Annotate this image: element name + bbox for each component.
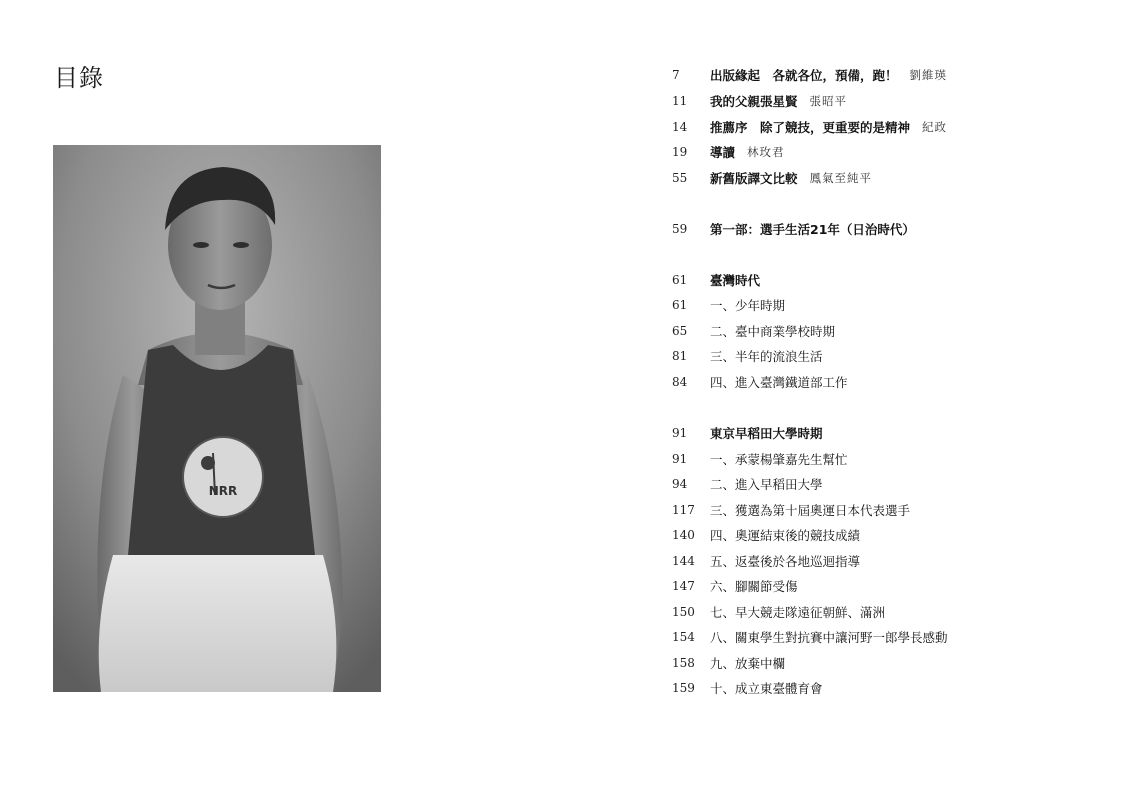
toc-entry-title: 八、關東學生對抗賽中讓河野一郎學長感動: [710, 630, 948, 645]
toc-entry-title: 二、臺中商業學校時期: [710, 324, 836, 339]
toc-entry-title: 第一部：選手生活21年（日治時代）: [710, 222, 915, 237]
toc-entry-title: 我的父親張星賢: [710, 94, 798, 109]
toc-entry-title: 臺灣時代: [710, 273, 761, 288]
toc-entry: [672, 371, 848, 393]
toc-entry: [672, 64, 947, 86]
toc-entry: [672, 116, 947, 138]
toc-page-number: 59: [672, 222, 688, 236]
toc-entry: [672, 473, 823, 495]
toc-entry-title: 四、進入臺灣鐵道部工作: [710, 375, 848, 390]
toc-page-number: 14: [672, 120, 688, 134]
toc-entry-author: 林玫君: [747, 145, 785, 159]
toc-entry: [672, 499, 910, 521]
toc-entry-title: 五、返臺後於各地巡迴指導: [710, 554, 861, 569]
toc-page-number: 81: [672, 349, 688, 363]
toc-page-number: 147: [672, 579, 695, 593]
toc-entry-title: 三、半年的流浪生活: [710, 349, 823, 364]
toc-entry: [672, 422, 823, 444]
toc-entry-title: 四、奧運結束後的競技成績: [710, 528, 861, 543]
toc-entry-title: 六、腳關節受傷: [710, 579, 798, 594]
badge-text: NRR: [208, 484, 238, 498]
toc-entry-title: 十、成立東臺體育會: [710, 681, 823, 696]
toc-page-number: 154: [672, 630, 695, 644]
toc-page-number: 61: [672, 298, 688, 312]
toc-entry-author: 張昭平: [809, 94, 848, 108]
athlete-portrait-photo: [53, 145, 381, 692]
toc-page-number: 11: [672, 94, 688, 108]
toc-entry-author: 劉維瑛: [909, 68, 948, 82]
toc-page-number: 91: [672, 452, 688, 466]
toc-page-number: 159: [672, 681, 695, 695]
athlete-portrait-image: [53, 145, 381, 692]
toc-entry: [672, 294, 785, 316]
toc-entry-title: 新舊版譯文比較: [710, 171, 798, 186]
toc-entry-title: 東京早稻田大學時期: [710, 426, 823, 441]
toc-entry-title: 七、早大競走隊遠征朝鮮、滿洲: [710, 605, 886, 620]
toc-entry-title: 三、獲選為第十屆奧運日本代表選手: [710, 503, 911, 518]
toc-entry-author: 鳳氣至純平: [809, 171, 873, 185]
toc-page-number: 150: [672, 605, 695, 619]
toc-entry: [672, 218, 915, 240]
toc-entry: [672, 550, 860, 572]
toc-entry-title: 出版緣起 各就各位，預備，跑！: [710, 68, 898, 83]
toc-page-number: 84: [672, 375, 688, 389]
toc-entry: [672, 652, 785, 674]
toc-entry: [672, 269, 760, 291]
toc-page-number: 94: [672, 477, 688, 491]
toc-entry: [672, 626, 948, 648]
toc-entry-title: 一、少年時期: [710, 298, 786, 313]
toc-entry: [672, 448, 848, 470]
toc-entry: [672, 575, 798, 597]
toc-page-number: 65: [672, 324, 688, 338]
toc-entry-author: 紀政: [922, 120, 948, 134]
toc-entry-title: 一、承蒙楊肇嘉先生幫忙: [710, 452, 848, 467]
toc-page-number: 91: [672, 426, 688, 440]
toc-entry-title: 九、放棄中欄: [710, 656, 786, 671]
toc-entry: [672, 524, 860, 546]
toc-page-number: 19: [672, 145, 688, 159]
toc-entry: [672, 345, 823, 367]
toc-entry: [672, 320, 835, 342]
toc-entry: [672, 167, 872, 189]
toc-page-number: 117: [672, 503, 695, 517]
toc-page-number: 61: [672, 273, 688, 287]
toc-entry-title: 推薦序 除了競技，更重要的是精神: [710, 120, 911, 135]
toc-page-number: 158: [672, 656, 695, 670]
toc-page-number: 55: [672, 171, 688, 185]
toc-page-number: 140: [672, 528, 695, 542]
toc-entry: [672, 90, 847, 112]
toc-entry: [672, 601, 885, 623]
toc-entry-title: 導讀: [710, 145, 736, 160]
page-title: 目錄: [54, 64, 104, 92]
toc-page-number: 144: [672, 554, 695, 568]
toc-entry: [672, 677, 823, 699]
toc-entry-title: 二、進入早稻田大學: [710, 477, 823, 492]
toc-entry: [672, 141, 785, 163]
toc-page-number: 7: [672, 68, 680, 82]
